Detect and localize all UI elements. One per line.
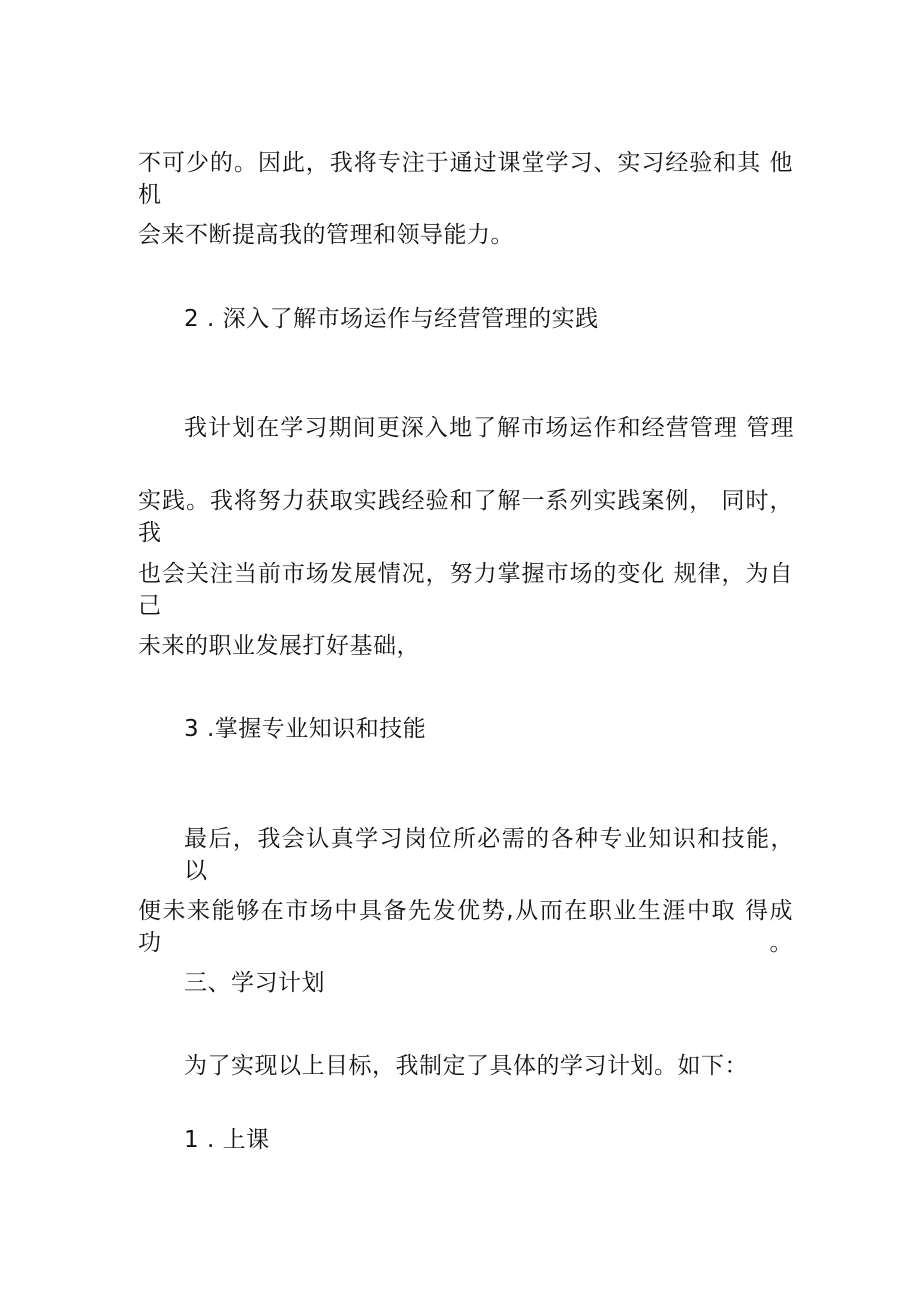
paragraph-line: 为了实现以上目标，我制定了具体的学习计划。如下： (184, 1053, 748, 1079)
paragraph-line: 最后，我会认真学习岗位所必需的各种专业知识和技能， 以 (184, 826, 794, 884)
paragraph-line: 会来不断提高我的管理和领导能力。 (138, 222, 514, 248)
paragraph-line: 也会关注当前市场发展情况，努力掌握市场的变化 规律，为自己 (138, 561, 793, 619)
section-heading: 2 . 深入了解市场运作与经营管理的实践 (184, 306, 599, 332)
section-heading: 三、学习计划 (184, 970, 325, 996)
paragraph-line: 不可少的。因此，我将专注于通过课堂学习、实习经验和其 他机 (138, 150, 793, 208)
paragraph-line: 便未来能够在市场中具备先发优势,从而在职业生涯中取 得成功。 (138, 898, 793, 956)
section-heading: 3 .掌握专业知识和技能 (184, 716, 427, 742)
paragraph-line: 未来的职业发展打好基础， (138, 633, 420, 659)
section-heading: 1 . 上课 (184, 1127, 270, 1153)
paragraph-line: 我计划在学习期间更深入地了解市场运作和经营管理 管理 (184, 415, 794, 441)
paragraph-line: 实践。我将努力获取实践经验和了解一系列实践案例， 同时，我 (138, 488, 793, 546)
